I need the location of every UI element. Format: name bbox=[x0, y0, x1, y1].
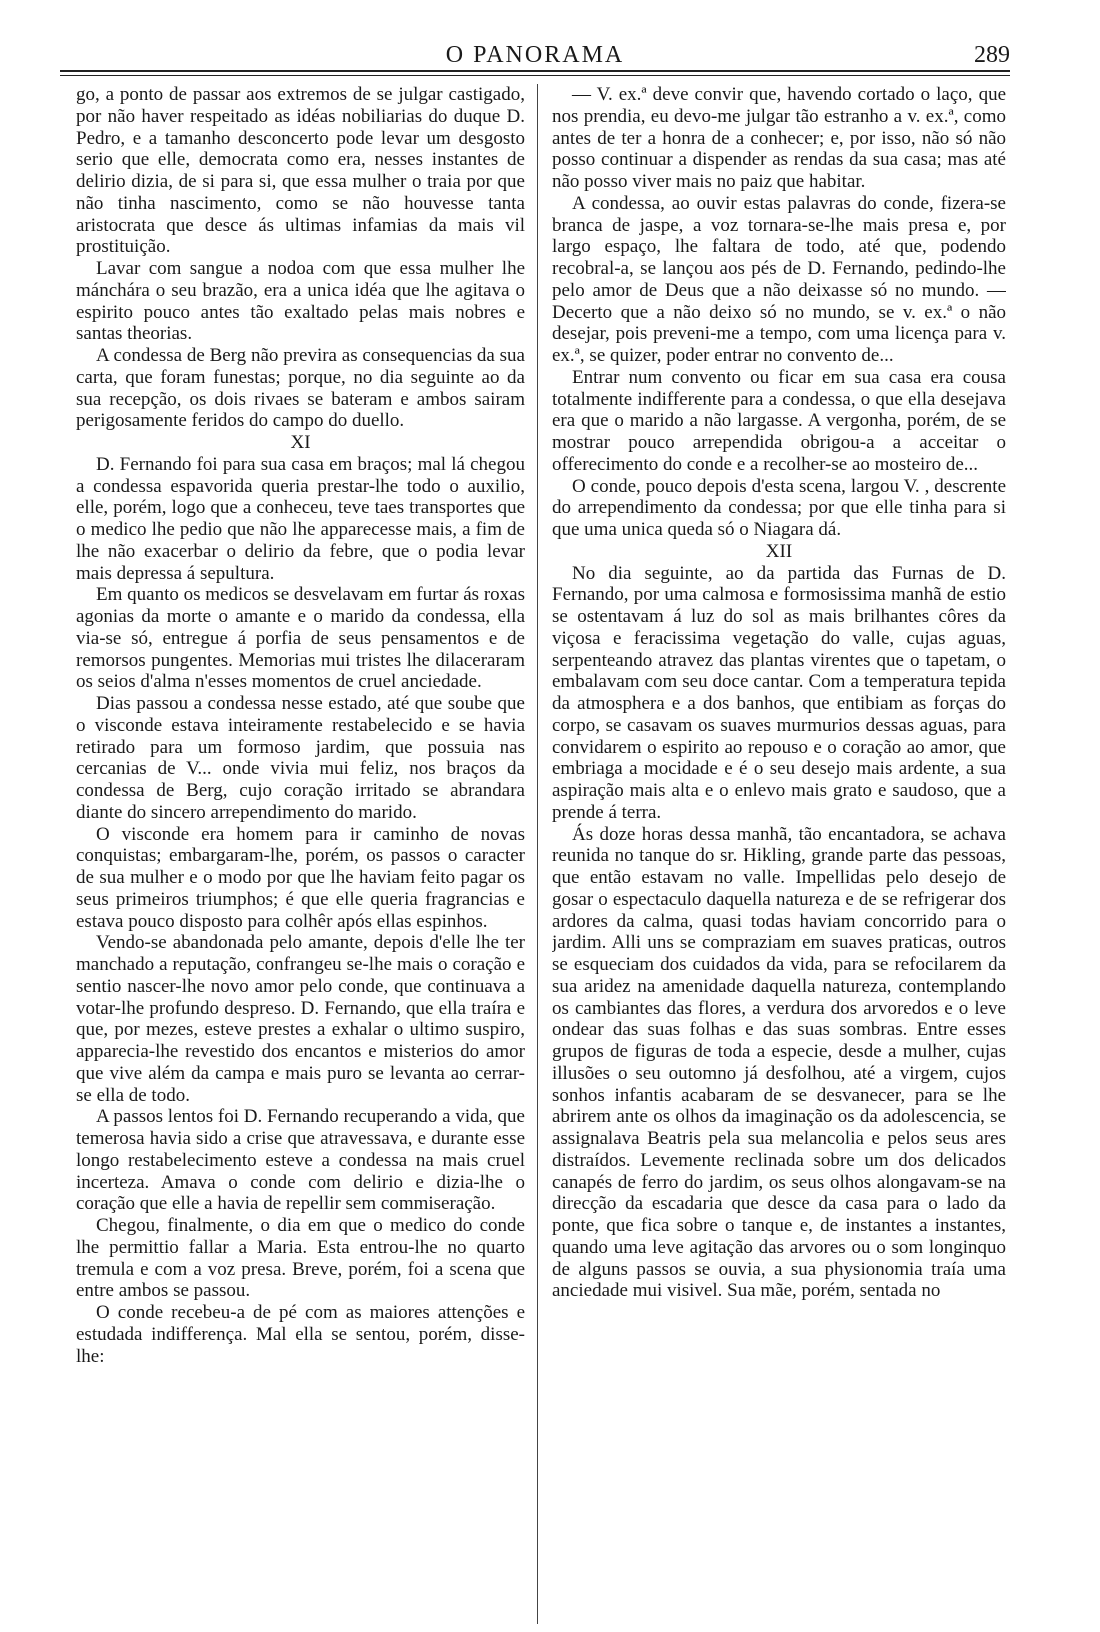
paragraph: A passos lentos foi D. Fernando recuperando a vida, que temerosa havia sido a crise que atravessava, e durante esse longo restabelecimento esteve a condessa na mais cruel incerteza. Amava o conde com delirio e dizia-lhe o coração que elle a havia de repellir sem commiseração. bbox=[76, 1106, 525, 1215]
header-rule bbox=[60, 70, 1010, 72]
paragraph: Entrar num convento ou ficar em sua casa era cousa totalmente indifferente para a condessa, o que ella desejava era que o marido a não largasse. A vergonha, porém, de se mostrar pouco arrependida obrigou-a a acceitar o offerecimento do conde e a recolher-se ao mosteiro de... bbox=[552, 366, 1006, 475]
header-rule-thin bbox=[60, 75, 1010, 76]
paragraph: Em quanto os medicos se desvelavam em furtar ás roxas agonias da morte o amante e o marido da condessa, ella via-se só, entregue á porfia de seus pensamentos e de remorsos pungentes. Memorias mui tristes lhe dilaceraram os seios d'alma n'esses momentos de cruel anciedade. bbox=[76, 584, 525, 693]
paragraph: go, a ponto de passar aos extremos de se julgar castigado, por não haver respeitado as idéas nobiliarias do duque D. Pedro, e a tamanho desconcerto pode levar um desgosto serio que elle, democrata como era, nesses instantes de delirio dizia, de si para si, que essa mulher o traia por que não tinha nascimento, como se não houvesse tanta aristocrata que desce ás ultimas infamias da mais vil prostituição. bbox=[76, 84, 525, 258]
paragraph: No dia seguinte, ao da partida das Furnas de D. Fernando, por uma calmosa e formosissima manhã de estio se ostentavam á luz do sol as mais brilhantes côres da viçosa e feracissima vegetação do valle, cujas aguas, serpenteando atravez das plantas virentes que o tapetam, o embalavam com seu doce cantar. Com a temperatura tepida da atmosphera e a dos banhos, que entibiam as forças do corpo, se casavam os suaves murmurios dessas aguas, para convidarem o espirito ao repouso e o coração ao amor, que embriaga a mocidade e é o seu desejo mais ardente, a sua aspiração mais alta e o enlevo mais grato e saudoso, que a prende á terra. bbox=[552, 562, 1006, 823]
paragraph: Dias passou a condessa nesse estado, até que soube que o visconde estava inteiramente restabelecido e se havia retirado para um formoso jardim, que possuia nas cercanias de V... onde vivia mui feliz, nos braços da condessa de Berg, cujo coração irritado se abrandara diante do sincero arrependimento do marido. bbox=[76, 693, 525, 823]
column-divider bbox=[537, 84, 538, 1624]
section-number: XI bbox=[290, 432, 311, 453]
section-number: XII bbox=[765, 540, 793, 562]
paragraph: O conde recebeu-a de pé com as maiores attenções e estudada indifferença. Mal ella se sentou, porém, disse-lhe: bbox=[76, 1302, 525, 1367]
paragraph: Chegou, finalmente, o dia em que o medico do conde lhe permittio fallar a Maria. Esta entrou-lhe no quarto tremula e com a voz presa. Breve, porém, foi a scena que entre ambos se passou. bbox=[76, 1215, 525, 1302]
paragraph: Lavar com sangue a nodoa com que essa mulher lhe mánchára o seu brazão, era a unica idéa que lhe agitava o espirito pouco antes tão exaltado pelas mais nobres e santas theorias. bbox=[76, 258, 525, 345]
paragraph: O visconde era homem para ir caminho de novas conquistas; embargaram-lhe, porém, os passos o caracter de sua mulher e o modo por que lhe haviam feito pagar os seus primeiros triumphos; é que elle queria fragrancias e estava pouco disposto para colhêr após ellas espinhos. bbox=[76, 823, 525, 932]
paragraph: — V. ex.ª deve convir que, havendo cortado o laço, que nos prendia, eu devo-me julgar tão estranho a v. ex.ª, como antes de ter a honra de a conhecer; e, por isso, não só não posso continuar a dispender as rendas da sua casa; mas até não posso viver mais no paiz que habitar. bbox=[552, 84, 1006, 192]
right-column bbox=[552, 84, 1006, 1624]
paragraph: A condessa, ao ouvir estas palavras do conde, fizera-se branca de jaspe, a voz tornara-se-lhe mais presa e, por largo espaço, lhe faltara de todo, até que, podendo recobral-a, se lançou aos pés de D. Fernando, pedindo-lhe pelo amor de Deus que a não deixasse só no mundo. — Decerto que a não deixo só no mundo, se v. ex.ª o não desejar, pois preveni-me a tempo, com uma licença para v. ex.ª, se quizer, poder entrar no convento de... bbox=[552, 192, 1006, 366]
page-number: 289 bbox=[974, 42, 1010, 68]
page-header bbox=[60, 42, 1010, 70]
journal-title: O PANORAMA bbox=[445, 42, 625, 68]
paragraph: Vendo-se abandonada pelo amante, depois d'elle lhe ter manchado a reputação, confrangeu se-lhe mais o coração e sentio nascer-lhe novo amor pelo conde, que continuava a votar-lhe profundo despreso. D. Fernando, que ella traíra e que, por mezes, esteve prestes a exhalar o ultimo suspiro, apparecia-lhe revestido dos encantos e misterios do amor que vive além da campa e mais puro se levanta ao cerrar-se ella de todo. bbox=[76, 932, 525, 1106]
paragraph: O conde, pouco depois d'esta scena, largou V. , descrente do arrependimento da condessa; por que elle tinha para si que uma unica queda só o Niagara dá. bbox=[552, 475, 1006, 540]
paragraph: Ás doze horas dessa manhã, tão encantadora, se achava reunida no tanque do sr. Hikling, grande parte das pessoas, que então estavam no valle. Impellidas pelo desejo de gosar o espectaculo daquella natureza e de se refrigerar dos ardores da calma, quasi todas haviam concorrido para o jardim. Alli uns se compraziam em suaves praticas, outros se esqueciam dos cuidados da vida, para se refocilarem da sua aridez na amenidade daquella natureza, contemplando os cambiantes das flores, a verdura dos arvoredos e o leve ondear das suas folhas e das suas sombras. Entre esses grupos de figuras de toda a especie, desde a mulher, cujas illusões o seu outomno já desfolhou, até a virgem, cujos sonhos infantis acabaram de se desvanecer, para se lhe abrirem ante os olhos da imaginação os da adolescencia, se assignalava Beatris pela sua melancolia e pelos seus ares distraídos. Levemente reclinada sobre um dos delicados canapés de ferro do jardim, os seus olhos alongavam-se na direcção da escadaria que desce da casa para o lado da ponte, que fica sobre o tanque e, de instantes a instantes, quando uma leve agitação das arvores ou o som longinquo de alguns passos se ouvia, a sua physionomia traía uma anciedade mui visivel. Sua mãe, porém, sentada no bbox=[552, 823, 1006, 1302]
paragraph: D. Fernando foi para sua casa em braços; mal lá chegou a condessa espavorida queria prestar-lhe todo o auxilio, elle, porém, logo que a conheceu, teve taes transportes que o medico lhe pedio que não lhe apparecesse mais, a fim de lhe não exacerbar o delirio da febre, que o podia levar mais depressa á sepultura. bbox=[76, 453, 525, 584]
paragraph: A condessa de Berg não previra as consequencias da sua carta, que foram funestas; porque, no dia seguinte ao da sua recepção, os dois rivaes se bateram e ambos sairam perigosamente feridos do campo do duello. bbox=[76, 345, 525, 432]
left-column bbox=[76, 84, 525, 1624]
